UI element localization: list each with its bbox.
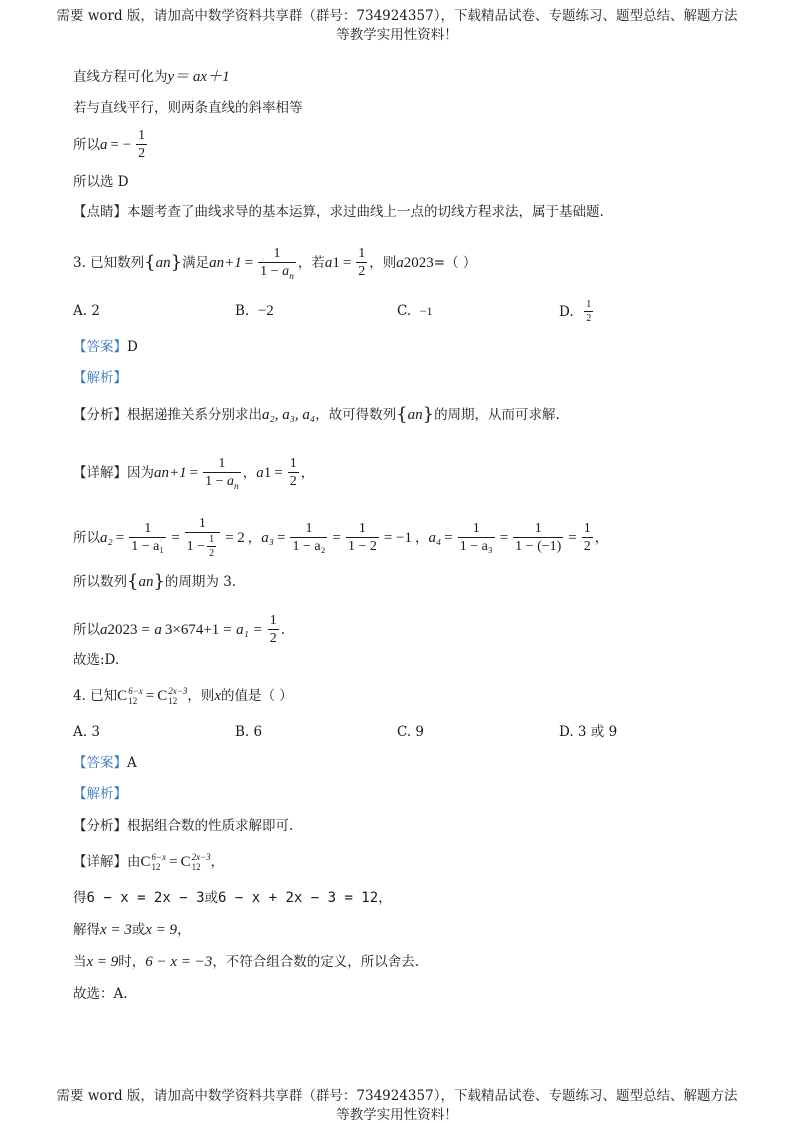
comma: ， [594,529,609,546]
symbol: C [117,688,128,704]
denominator: 2 [138,146,146,161]
comma: ， [300,464,315,481]
text: 1 − [186,539,206,554]
comma: ， [415,529,429,546]
op: = [568,529,577,546]
footer-line-2: 等教学实用性资料！ [336,1107,458,1123]
q3-option-a: A. 2 [73,303,100,319]
q4-option-d: D. 3 或 9 [559,724,618,740]
fraction [356,246,367,279]
prev-line-2: 若与直线平行，则两条直线的斜率相等 [73,100,303,116]
text: 所以 [73,136,100,153]
fraction [582,521,593,554]
page-footer [50,1087,744,1125]
fraction [268,613,279,646]
fraction [136,128,147,161]
note-text: 本题考查了曲线求导的基本运算，求过曲线上一点的切线方程求法，属于基础题. [127,204,604,220]
q4-analysis-tag: 【解析】 [73,786,127,802]
fraction [185,516,220,559]
denominator: 2 [583,539,591,554]
q4-solve [73,920,191,940]
brace-open: { [144,251,156,273]
text: 所以 [73,529,100,546]
denominator: 2 [358,264,366,279]
q3-stem: 3. 已知数列 { a n } 满足 a n+1 = $\frac{1}{1 - a_n}$ ，若 a 1 = $\frac{1}{2}$ ，则 a 2023 =（ ） [73,246,477,282]
fraction [513,521,563,554]
fraction [203,456,241,492]
text: 根据组合数的性质求解即可. [127,818,294,834]
numerator: 1 [472,521,480,536]
var: x [214,688,221,704]
detail-tag: 【详解】 [73,464,127,481]
op: = [277,529,286,546]
var: a₃ [261,529,274,546]
op: = [171,529,180,546]
brace-close: } [153,571,165,592]
page-header [50,7,744,45]
text: 或 [204,890,219,906]
op: = [499,529,509,546]
op: = [244,254,254,271]
comma: ， [242,464,257,481]
footer-line-1: 需要 word 版，请加高中数学资料共享群（群号：734924357），下载精品试卷、专题练习、题型总结、解题方法 [56,1088,738,1104]
symbol: C [140,854,151,870]
prev-note [73,202,604,222]
combination [141,852,167,872]
text: 由 [127,854,141,870]
result: = −1 [383,529,413,546]
var: a₂ [100,529,113,546]
q3-end: 故选:D. [73,652,120,668]
text: 根据递推关系分别求出 [127,407,262,423]
q4-get [73,888,392,908]
q3-detail: 【详解】 因为 a n+1 = $\frac{1}{1 - a_n}$ ， a 1 = $\frac{1}{2}$ ， [73,456,315,492]
stem-text: ，则 [369,254,397,271]
q4-stem [73,686,293,706]
symbol: C [157,688,168,704]
stem-text: =（ ） [433,254,477,271]
sup: 2x−3 [168,686,188,696]
fraction [584,299,593,324]
equation: 6 − x = −3 [145,954,213,970]
q3-option-d [559,299,595,324]
answer-value: A [127,755,137,771]
denominator: 1 − (−1) [515,539,562,554]
sup: 6−x [128,686,143,696]
label: D. [559,303,574,320]
brace-close: } [422,404,435,425]
text: ， [378,890,392,906]
q3-period: 所以数列 { a n } 的周期为 3. [73,571,237,592]
numerator: 1 [534,521,542,536]
text: ，故可得数列 [315,407,397,423]
q3-analysis-tag: 【解析】 [73,370,127,386]
numerator: 1 [586,299,592,310]
text: 所以 [73,621,100,638]
result: = 2 [225,529,245,546]
op: = [444,529,453,546]
label: C. [397,303,412,319]
prev-line-4: 所以选 D [73,174,129,190]
q3-calc [73,516,608,559]
denominator: 1 − a₂ [292,539,326,554]
q4-option-b: B. 6 [235,724,263,740]
numerator: 1 [138,128,146,143]
denominator [185,532,220,559]
op: = [342,254,352,271]
denominator: 1 − a₃ [459,539,493,554]
q4-answer [73,753,137,773]
equation: x = 9 [86,954,119,970]
denominator: 2 [269,631,277,646]
op: = [274,464,283,481]
q4-option-c: C. 9 [397,724,425,740]
numerator: 1 [198,516,206,531]
label: B. [235,303,250,319]
numerator: 1 [358,246,366,261]
var: a [227,474,234,489]
q3-fenxi: 【分析】 根据递推关系分别求出 a₂, a₃, a₄ ，故可得数列 { a n } 的周期，从而可求解. [73,404,560,425]
stem-text: 的值是（ ） [221,688,293,704]
value: −1 [419,304,433,318]
var: a₄ [428,529,442,546]
op: = − [110,136,132,153]
sup: 2x−3 [191,852,211,862]
op: = [145,688,155,704]
var: a [100,621,108,638]
var: a [155,254,164,271]
value: −2 [257,303,274,319]
sub: 12 [128,696,138,706]
q4-detail [73,852,224,872]
brace-close: } [170,251,183,273]
op: = [189,464,199,481]
fraction [129,521,166,554]
denominator: 1 − a₁ [131,539,165,554]
denominator: 2 [289,474,297,489]
prev-line-3 [73,128,149,161]
var: a [100,136,108,153]
sup: 6−x [151,852,167,862]
text: 因为 [127,464,154,481]
text: ， [177,922,191,938]
combination [117,686,143,706]
q4-fenxi [73,816,293,836]
numerator: 1 [269,613,277,628]
combination [157,686,187,706]
q4-when [73,952,419,972]
equation: x = 9 [145,922,178,938]
symbol: C [180,854,191,870]
numerator: 1 [218,456,226,471]
stem-text: 满足 [182,254,210,271]
answer-tag: 【答案】 [73,755,127,771]
fraction [207,534,216,559]
denominator [203,472,241,492]
text: 当 [73,954,87,970]
text: 得 [73,890,87,906]
sub: n [234,481,239,492]
fraction [346,521,379,554]
numerator: 1 [144,521,152,536]
numerator: 1 [583,521,591,536]
denominator: 2 [209,548,215,559]
sub: 12 [191,862,201,872]
text: 或 [131,922,146,938]
text: 1 − [205,474,227,489]
text: ， [210,854,225,870]
var: a [396,254,404,271]
stem-text: 3. 已知数列 [73,254,145,271]
text: 时， [118,954,146,970]
var: a [138,574,146,590]
period: . [280,621,286,638]
vars: a₂, a₃, a₄ [262,407,316,423]
text: 的周期，从而可求解. [434,407,560,423]
var: a [324,254,333,271]
var: a [209,254,217,271]
q3-final: 所以 a 2023 = a 3×674+1 = a₁ = $\frac{1}{2}$ . [73,613,286,646]
answer-value: D [127,339,138,355]
fraction [258,246,296,282]
fraction [290,521,327,554]
equation: 6 − x + 2x − 3 = 12 [218,890,379,906]
header-line-2: 等教学实用性资料！ [336,27,458,43]
equation: x = 3 [100,922,132,938]
text: 所以数列 [73,574,127,590]
equation: 6 − x = 2x − 3 [86,890,205,906]
numerator: 1 [305,521,313,536]
op: = a₁ = [222,621,263,638]
q3-option-c [397,301,433,321]
var: a [407,407,416,423]
q3-answer [73,337,138,357]
text: 1 − [260,264,283,279]
var: a [256,464,264,481]
stem-text: ，则 [187,688,215,704]
fenxi-tag: 【分析】 [73,407,127,423]
text: 的周期为 3. [164,574,237,590]
op: = [332,529,341,546]
brace-open: { [127,571,139,592]
q3-option-b [235,301,274,321]
fraction [458,521,495,554]
sub: 12 [168,696,178,706]
brace-open: { [396,404,408,425]
answer-tag: 【答案】 [73,339,127,355]
numerator: 1 [273,246,281,261]
text: 解得 [73,922,100,938]
numerator: 1 [289,456,297,471]
text: ，不符合组合数的定义，所以舍去. [212,954,420,970]
denominator: 1 − 2 [347,539,377,554]
prev-line-1 [73,67,230,87]
fraction [288,456,299,489]
op: = [169,854,178,870]
numerator: 1 [358,521,366,536]
denominator [258,262,296,282]
header-line-1: 需要 word 版，请加高中数学资料共享群（群号：734924357），下载精品试卷、专题练习、题型总结、解题方法 [56,8,738,24]
denominator: 2 [586,313,592,324]
comma: ， [247,529,262,546]
sub: 12 [151,862,161,872]
var: a [282,264,290,279]
numerator: 1 [209,534,215,545]
q4-option-a: A. 3 [73,724,100,740]
stem-text: ，若 [297,254,325,271]
sub: n [289,271,294,282]
note-tag: 【点睛】 [73,204,127,220]
q4-end: 故选：A. [73,986,128,1002]
fenxi-tag: 【分析】 [73,818,127,834]
equation: y＝ ax＋1 [167,69,230,85]
stem-text: 4. 已知 [73,688,118,704]
var: a [154,464,162,481]
op: = [115,529,125,546]
text: 直线方程可化为 [73,69,168,85]
detail-tag: 【详解】 [73,854,127,870]
combination [181,852,211,872]
op: = a [140,621,162,638]
